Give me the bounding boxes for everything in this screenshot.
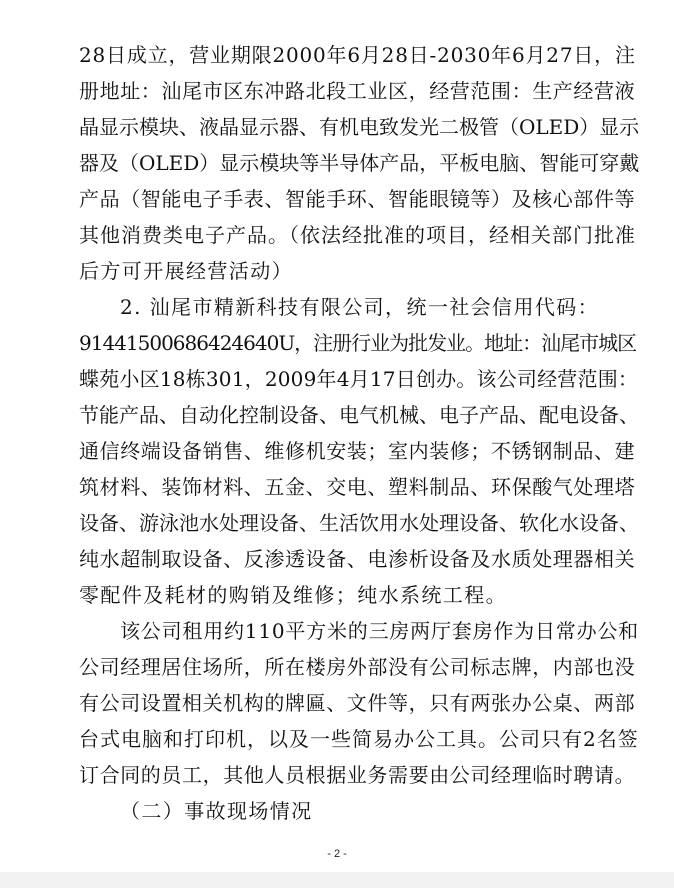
text-line: 零配件及耗材的购销及维修；纯水系统工程。 (79, 583, 507, 607)
text-line: 28日成立，营业期限2000年6月28日-2030年6月27日，注 (79, 43, 636, 67)
paragraph-start-line: 2. 汕尾市精新科技有限公司，统一社会信用代码： (120, 295, 600, 319)
text-line: 公司经理居住场所，所在楼房外部没有公司标志牌，内部也没 (79, 655, 636, 679)
section-heading: （二）事故现场情况 (120, 799, 313, 823)
text-line: 蝶苑小区18栋301，2009年4月17日创办。该公司经营范围： (79, 367, 639, 391)
paragraph-start-line: 该公司租用约110平方米的三房两厅套房作为日常办公和 (120, 619, 639, 643)
text-line: 筑材料、装饰材料、五金、交电、塑料制品、环保酸气处理塔 (79, 475, 636, 499)
text-line: 台式电脑和打印机，以及一些简易办公工具。公司只有2名签 (79, 727, 639, 751)
text-line: 设备、游泳池水处理设备、生活饮用水处理设备、软化水设备、 (79, 511, 639, 535)
text-line: 其他消费类电子产品。（依法经批准的项目，经相关部门批准 (79, 223, 636, 247)
text-line: 订合同的员工，其他人员根据业务需要由公司经理临时聘请。 (79, 763, 636, 787)
text-line: 晶显示模块、液晶显示器、有机电致发光二极管（OLED）显示 (79, 115, 640, 139)
page-number: - 2 - (327, 848, 347, 860)
text-line: 册地址：汕尾市区东冲路北段工业区，经营范围：生产经营液 (79, 79, 636, 103)
text-line: 91441500686424640U，注册行业为批发业。地址：汕尾市城区 (79, 331, 637, 355)
text-line: 节能产品、自动化控制设备、电气机械、电子产品、配电设备、 (79, 403, 639, 427)
text-line: 通信终端设备销售、维修机安装；室内装修；不锈钢制品、建 (79, 439, 636, 463)
viewer-bottom-strip (0, 872, 674, 888)
text-line: 有公司设置相关机构的牌匾、文件等，只有两张办公桌、两部 (79, 691, 636, 715)
text-line: 器及（OLED）显示模块等半导体产品，平板电脑、智能可穿戴 (79, 151, 640, 175)
text-line: 纯水超制取设备、反渗透设备、电渗析设备及水质处理器相关 (79, 547, 636, 571)
text-line: 产品（智能电子手表、智能手环、智能眼镜等）及核心部件等 (79, 187, 636, 211)
text-line: 后方可开展经营活动） (79, 259, 293, 283)
